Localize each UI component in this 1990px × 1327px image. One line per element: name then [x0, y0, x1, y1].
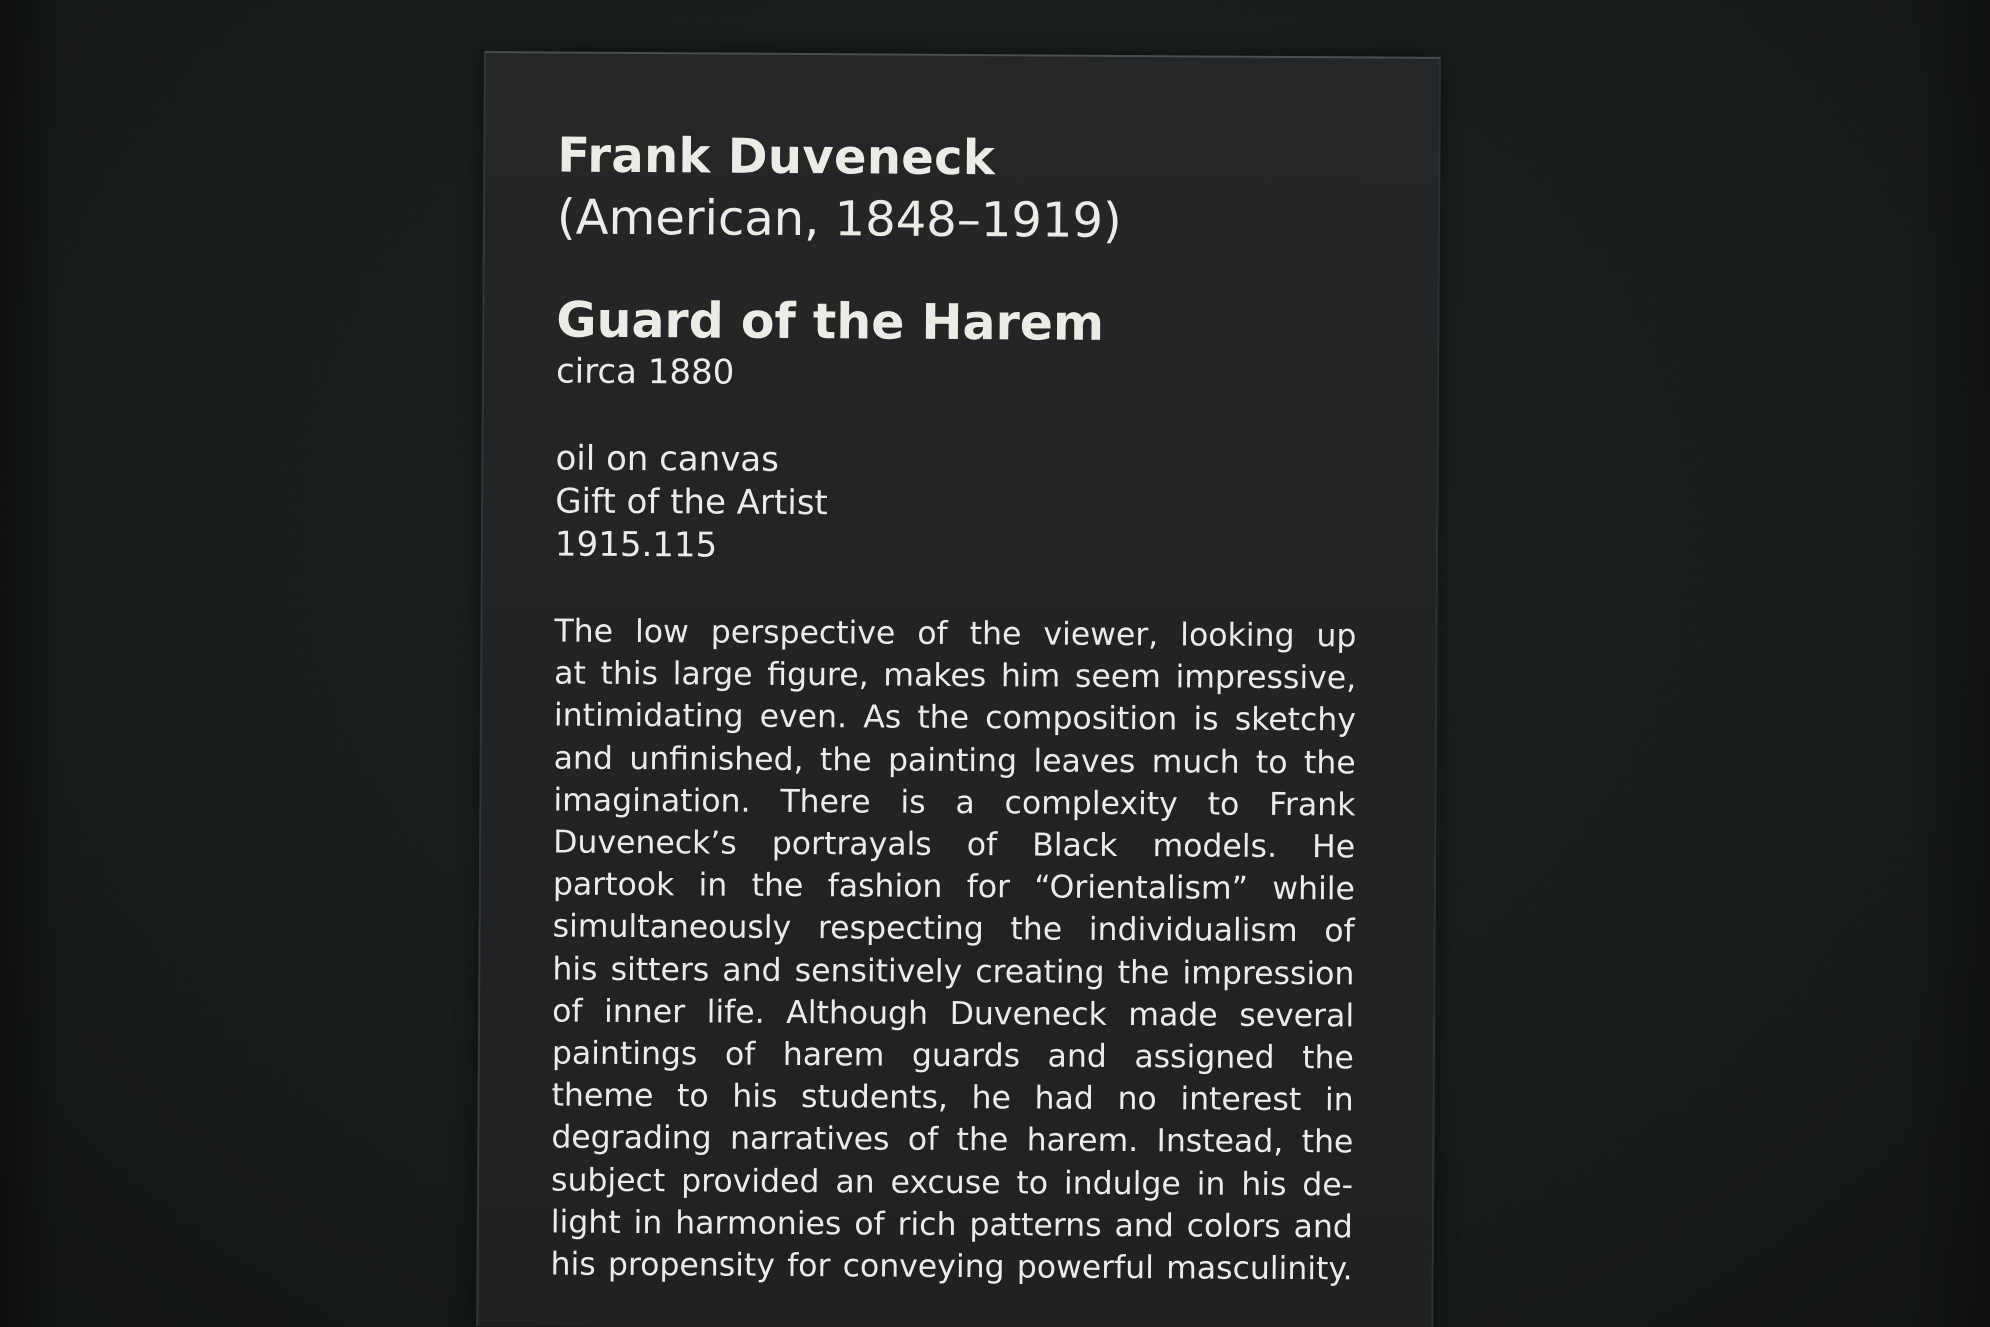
description-line: degrading narratives of the harem. Instead, the	[551, 1119, 1354, 1161]
artist-nationality-dates: (American, 1848–1919)	[556, 189, 1122, 249]
description-line: Duveneck’s portrayals of Black models. He	[553, 824, 1356, 866]
description-line: his propensity for conveying powerful masculinity.	[550, 1246, 1353, 1288]
description-line: his sitters and sensitively creating the impression	[552, 951, 1355, 993]
description-line: subject provided an excuse to indulge in his de-	[551, 1162, 1354, 1204]
description-line: imagination. There is a complexity to Frank	[553, 782, 1356, 824]
description-line: theme to his students, he had no interest in	[551, 1077, 1354, 1119]
artist-name: Frank Duveneck	[557, 127, 996, 187]
wall-shadow-right	[1910, 0, 1990, 1327]
artwork-medium: oil on canvas	[555, 438, 780, 480]
description-line: partook in the fashion for “Orientalism” while	[552, 866, 1356, 908]
description-line: at this large figure, makes him seem impressive,	[554, 655, 1357, 697]
credit-line: Gift of the Artist	[555, 481, 828, 524]
artwork-details	[555, 438, 1356, 572]
description-line: light in harmonies of rich patterns and colors and	[550, 1204, 1353, 1246]
description-line: and unfinished, the painting leaves much to the	[553, 740, 1356, 782]
artwork-date: circa 1880	[555, 351, 735, 393]
wall-shadow-left	[0, 0, 60, 1327]
museum-wall-label	[476, 51, 1441, 1327]
description-line: intimidating even. As the composition is sketchy	[553, 697, 1357, 739]
accession-number: 1915.115	[554, 524, 718, 566]
description-line: simultaneously respecting the individualism of	[552, 908, 1355, 950]
artwork-title: Guard of the Harem	[556, 291, 1105, 352]
label-content	[550, 126, 1357, 1291]
description-line: The low perspective of the viewer, looking up	[554, 613, 1357, 655]
description-line: paintings of harem guards and assigned the	[551, 1035, 1354, 1077]
description-line: of inner life. Although Duveneck made several	[552, 993, 1355, 1035]
artwork-description	[550, 611, 1356, 1291]
